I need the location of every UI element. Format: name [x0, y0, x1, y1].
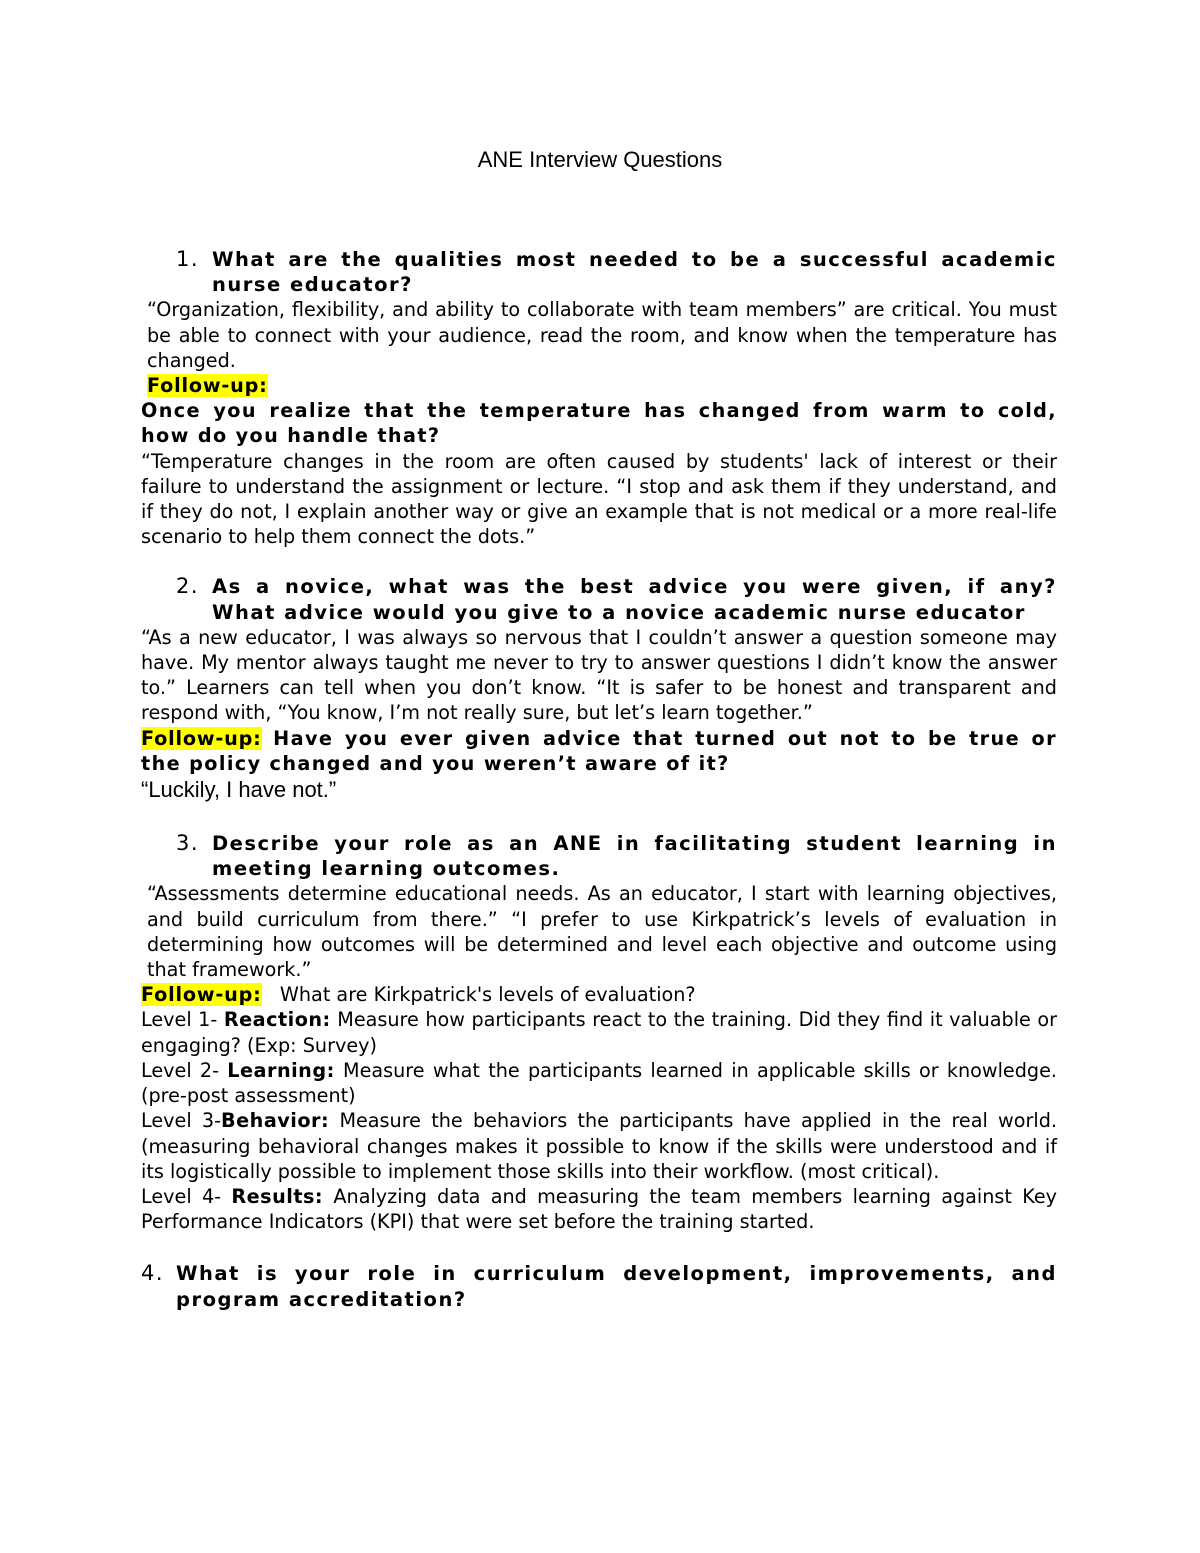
kirkpatrick-level-2	[141, 1058, 1057, 1108]
followup-2-question: Have you ever given advice that turned out not to be true or the policy changed and you weren’t aware of it?	[141, 726, 1057, 775]
level-text: Analyzing data and measuring the team members learning against Key Performance Indicators (KPI) that were set before the training started.	[141, 1184, 1057, 1234]
followup-1-question: Once you realize that the temperature has changed from warm to cold, how do you handle that?	[141, 399, 1057, 448]
question-2	[141, 574, 1057, 624]
answer-1: “Organization, flexibility, and ability to collaborate with team members” are critical. You must be able to connect with your audience, read the room, and know when the temperature has changed.	[147, 298, 1057, 372]
question-1	[141, 247, 1057, 297]
spacer	[141, 804, 1057, 831]
level-prefix: Level 4-	[141, 1184, 232, 1208]
kirkpatrick-level-4	[141, 1184, 1057, 1234]
followup-label: Follow-up:	[141, 726, 262, 750]
level-prefix: Level 1-	[141, 1008, 224, 1032]
question-text: What is your role in curriculum development, improvements, and program accreditation?	[176, 1262, 1057, 1311]
question-number: 4.	[141, 1261, 165, 1286]
followup-1-label-line	[141, 373, 1057, 398]
level-text: Measure how participants react to the training. Did they find it valuable or engaging? (Exp: Survey)	[141, 1008, 1058, 1057]
spacer	[141, 1234, 1057, 1261]
followup-2-answer: “Luckily, I have not.”	[141, 777, 337, 803]
level-prefix: Level 3-	[141, 1109, 222, 1133]
answer-3: “Assessments determine educational needs. As an educator, I start with learning objectives, and build curriculum from there.” “I prefer to use Kirkpatrick’s levels of evaluation in determining how outcomes will be determined and level each objective and outcome using that framework.”	[147, 882, 1057, 982]
answer-2: “As a new educator, I was always so nervous that I couldn’t answer a question someone may have. My mentor always taught me never to try to answer questions I didn’t know the answer to.” Learners can tell when you don’t know. “It is safer to be honest and transparent and respond with, “You know, I’m not really sure, but let’s learn together.”	[141, 625, 1057, 725]
followup-2-question-line	[141, 726, 1057, 776]
page-title: ANE Interview Questions	[477, 147, 723, 172]
kirkpatrick-level-1	[141, 1007, 1057, 1057]
level-name: Reaction:	[223, 1008, 331, 1032]
question-3	[141, 831, 1057, 881]
level-text: Measure what the participants learned in applicable skills or knowledge. (pre-post assessment)	[141, 1058, 1057, 1108]
level-text: Measure the behaviors the participants have applied in the real world. (measuring behavioral changes makes it possible to know if the skills were understood and if its logistically possible to implement those skills into their workflow. (most critical).	[141, 1109, 1057, 1183]
question-number: 1.	[176, 247, 200, 271]
question-number: 2.	[176, 574, 200, 599]
followup-3-question-line	[141, 982, 1057, 1007]
level-name: Learning:	[227, 1058, 335, 1082]
followup-3-question: What are Kirkpatrick's levels of evaluation?	[279, 983, 696, 1007]
followup-label: Follow-up:	[141, 983, 262, 1007]
level-prefix: Level 2-	[141, 1058, 228, 1082]
question-text: As a novice, what was the best advice you were given, if any? What advice would you give to a novice academic nurse educator	[212, 575, 1057, 624]
question-text: What are the qualities most needed to be a successful academic nurse educator?	[212, 248, 1057, 297]
kirkpatrick-level-3	[141, 1108, 1057, 1184]
spacer	[141, 549, 1057, 574]
level-name: Behavior:	[221, 1109, 330, 1133]
followup-label: Follow-up:	[147, 374, 268, 398]
question-4	[141, 1261, 1057, 1311]
question-number: 3.	[176, 831, 200, 856]
question-text: Describe your role as an ANE in facilitating student learning in meeting learning outcomes.	[212, 832, 1057, 881]
followup-1-answer: “Temperature changes in the room are often caused by students' lack of interest or their failure to understand the assignment or lecture. “I stop and ask them if they understand, and if they do not, I explain another way or give an example that is not medical or a more real-life scenario to help them connect the dots.”	[141, 449, 1057, 549]
level-name: Results:	[231, 1184, 324, 1208]
document-body	[141, 247, 1057, 1312]
